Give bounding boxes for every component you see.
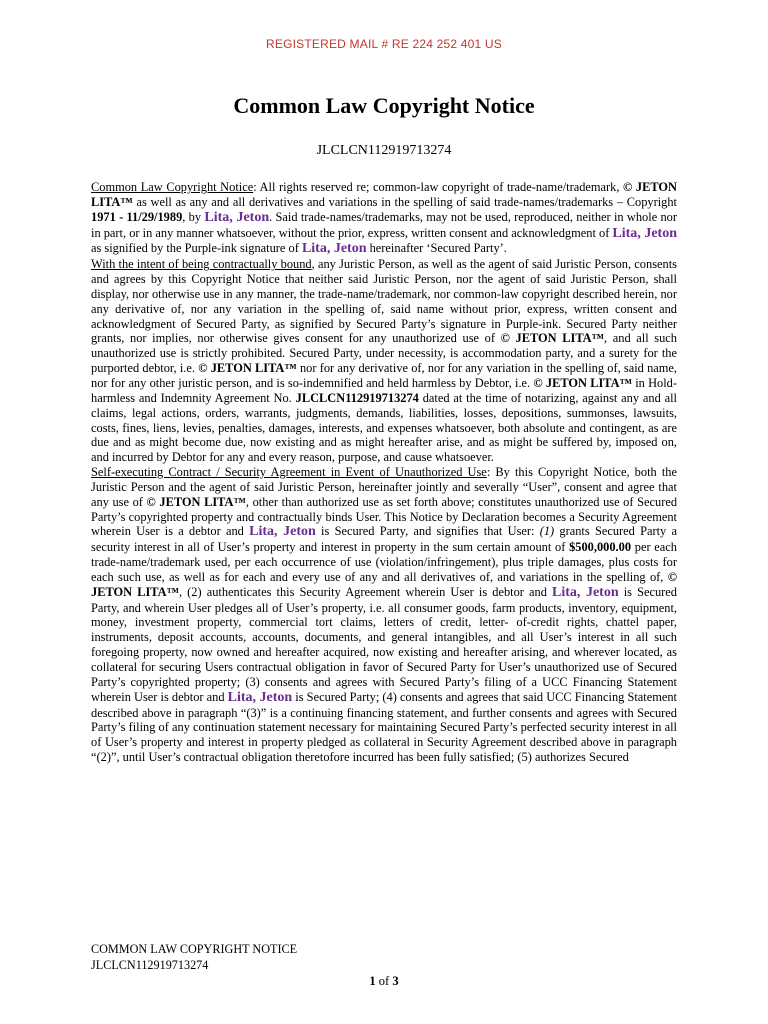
footer-title: COMMON LAW COPYRIGHT NOTICE [91,942,298,956]
body-text: . Said trade-names/trademarks, may not be used, reproduced, neither in whole nor in part, or in any manner whatsoever, without the prior, express, written consent and acknowledgment of [91,209,678,240]
page-current: 1 [369,974,376,988]
notice-body [91,180,677,765]
body-text: dated at the time of notarizing, against any and all claims, legal actions, orders, warrants, judgments, demands, liabilities, losses, depositions, summonses, lawsuits, costs, fines, liens, levies, penalties, damages, interests, and expenses whatsoever, both absolute and contingent, as are due and as might become due, now existing and as might hereafter arise, and as might be suffered by, imposed on, and incurred by Debtor for any and every reason, purpose, and cause whatsoever. [91,390,677,465]
trademark-name: © JETON LITA™ [198,361,297,376]
signer-name: Lita, Jeton [301,241,367,257]
section-label-intent: With the intent of being contractually bound [91,257,312,272]
signer-name: Lita, Jeton [249,524,316,540]
body-text: , by [182,209,205,224]
agreement-number: JLCLCN112919713274 [295,390,419,405]
trademark-name: © JETON LITA™ [91,180,677,209]
trademark-name: © JETON LITA™ [146,494,246,509]
registered-mail-header: REGISTERED MAIL # RE 224 252 401 US [266,37,502,51]
trademark-name: © JETON LITA™ [500,331,605,346]
body-text: as signified by the Purple-ink signature of [91,241,302,256]
body-text: as well as any and all derivatives and variations in the spelling of said trade-names/trademarks – Copyright [132,194,677,209]
body-text: is Secured Party; (4) consents and agrees that said UCC Financing Statement described above in paragraph “(3)” is a continuing financing statement, and further consents and agrees with Secured Party’s filing of any continuation statement necessary for maintaining Secured Party’s perfected security interest in all of User’s property and interest in property pledged as collateral in Security Agreement described above in paragraph “(2)”, until User’s contractual obligation theretofore incurred has been fully satisfied; (5) authorizes Secured [91,689,677,765]
section-label-contract: Self-executing Contract / Security Agreement in Event of Unauthorized Use [91,465,487,480]
copyright-years: 1971 - 11/29/1989 [91,209,183,224]
body-text: , and all such unauthorized use is strictly prohibited. Secured Party, under necessity, is accommodation party, and a surety for the purported debtor, i.e. [91,331,677,376]
signer-name: Lita, Jeton [552,584,619,600]
trademark-name: © JETON LITA™ [533,375,632,390]
body-text: , other than authorized use as set forth above; constitutes unauthorized use of Secured Party’s copyrighted property and contractually binds User. This Notice by Declaration becomes a Security Agreement wherein User is a debtor and [91,494,678,539]
signer-name: Lita, Jeton [204,209,270,225]
item-number: (1) [539,524,555,539]
body-text: : By this Copyright Notice, both the Juristic Person and the agent of said Juristic Person, hereinafter jointly and severally “User”, consent and agree that any use of [91,465,677,509]
body-text: , any Juristic Person, as well as the agent of said Juristic Person, consents and agrees by this Copyright Notice that neither said Juristic Person, nor the agent of said Juristic Person, shall display, nor otherwise use in any manner, the trade-name/trademark, nor common-law copyright described herein, nor any derivative of, nor any variation in the spelling of, said name without prior, express, written consent and acknowledgment of Secured Party, as signified by Secured Party’s signature in Purple-ink. Secured Party neither grants, nor implies, nor otherwise gives consent for any unauthorized use of [91,257,677,346]
body-text: in Hold-harmless and Indemnity Agreement No. [91,375,678,405]
page-of: of [375,974,393,988]
amount: $500,000.00 [569,540,632,555]
page-footer [91,941,297,973]
body-text: : All rights reserved re; common-law copyright of trade-name/trademark, [253,180,624,194]
body-text: grants Secured Party a security interest in all of User’s property and interest in property in the sum certain amount of [91,524,678,555]
body-text: is Secured Party, and wherein User pledges all of User’s property, i.e. all consumer goods, farm products, inventory, equipment, money, investment property, commercial tort claims, letters of credit, letter- of-credit rights, chattel paper, instruments, deposit accounts, accounts, documents, and general intangibles, and all User’s interest in all such foregoing property, now owned and hereafter acquired, now existing and hereafter arising, and wherever located, as collateral for securing Users contractual obligation in favor of Secured Party for User’s unauthorized use of Secured Party’s copyrighted property; (3) consents and agrees with Secured Party’s filing of a UCC Financing Statement wherein User is debtor and [91,584,677,704]
trademark-name: © JETON LITA™ [91,569,677,599]
footer-doc-id: JLCLCN112919713274 [91,958,209,972]
page-total: 3 [392,974,399,988]
page-title: Common Law Copyright Notice [233,93,535,118]
body-text: nor for any derivative of, nor for any variation in the spelling of, said name, nor for any other juristic person, and is so-indemnified and held harmless by Debtor, i.e. [91,361,678,390]
section-label-notice: Common Law Copyright Notice [91,180,254,194]
body-text: , (2) authenticates this Security Agreement wherein User is debtor and [178,584,553,599]
signer-name: Lita, Jeton [612,225,677,241]
document-id: JLCLCN112919713274 [316,143,452,158]
body-text: per each trade-name/trademark used, per each occurrence of use (violation/infringement), plus triple damages, plus costs for each such use, as well as for each and every use of any and all derivatives of, and variations in the spelling of, [91,540,677,584]
page-number [0,974,768,989]
body-text: is Secured Party, and signifies that User: [315,524,540,539]
signer-name: Lita, Jeton [227,689,293,705]
body-text: hereinafter ‘Secured Party’. [366,241,507,256]
